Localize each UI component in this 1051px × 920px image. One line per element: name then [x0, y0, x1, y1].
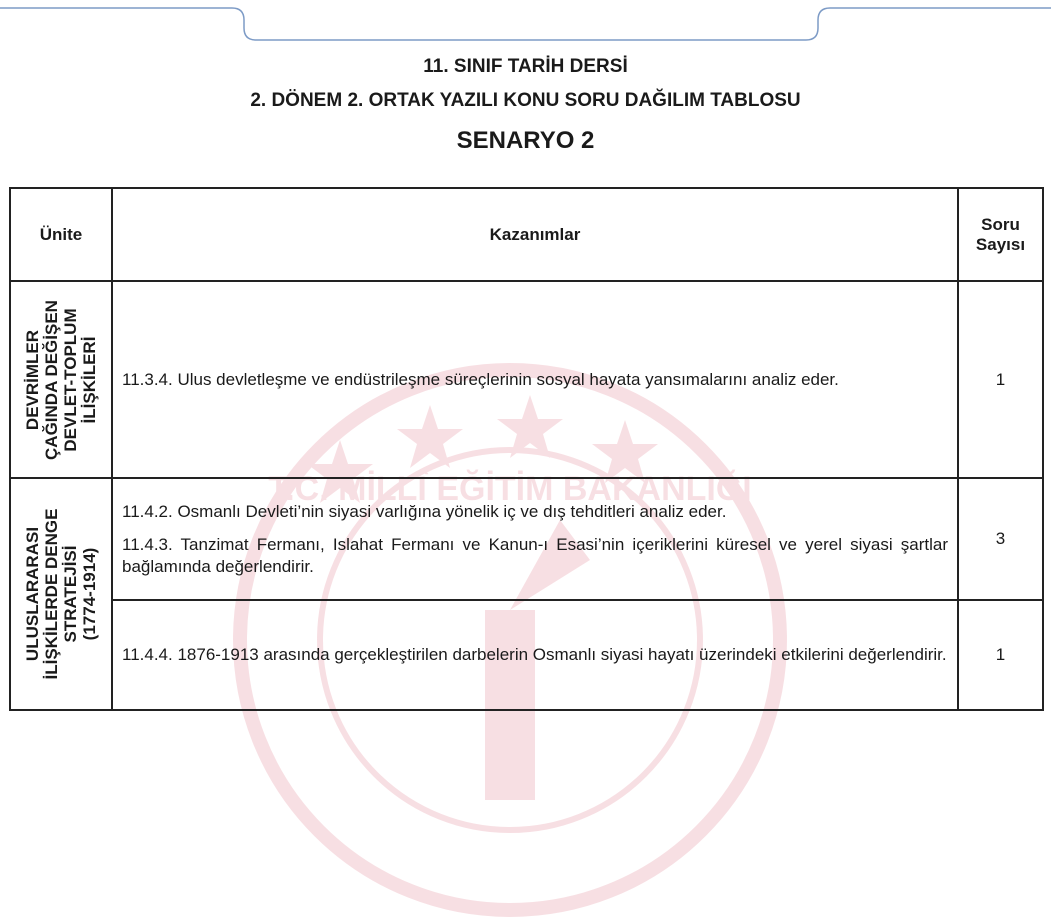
unit-name-line: ULUSLARARASI [23, 526, 42, 662]
header-unit: Ünite [10, 188, 112, 281]
table-row [10, 281, 1043, 478]
document-subtitle: 2. DÖNEM 2. ORTAK YAZILI KONU SORU DAĞILIM TABLOSU [250, 90, 801, 111]
outcomes-cell [112, 478, 958, 600]
table-header-row [10, 188, 1043, 281]
outcome-text: 11.4.4. 1876-1913 arasında gerçekleştirilen darbelerin Osmanlı siyasi hayatı üzerindeki etkilerini değerlendirir. [122, 645, 947, 664]
outcomes-cell [112, 281, 958, 478]
document-header [0, 54, 1051, 156]
question-count-cell: 1 [958, 281, 1043, 478]
unit-name-line: İLİŞKİLERDE DENGE [42, 508, 61, 680]
header-outcomes: Kazanımlar [112, 188, 958, 281]
question-count-cell: 3 [958, 478, 1043, 600]
unit-cell-1 [10, 281, 112, 478]
unit-name-line: ÇAĞINDA DEĞİŞEN [42, 299, 61, 460]
distribution-table [9, 187, 1044, 711]
unit-cell-2 [10, 478, 112, 710]
watermark-text: T.C. MİLLÎ EĞİTİM BAKANLIĞI [268, 470, 752, 508]
outcomes-cell [112, 600, 958, 710]
unit-name [23, 509, 99, 680]
outcome-text: 11.4.3. Tanzimat Fermanı, Islahat Fermanı ve Kanun-ı Esasi’nin içeriklerini küresel ve yerel siyasi şartlar bağlamında değerlendirir. [122, 534, 948, 576]
unit-name-line: DEVRİMLER [23, 329, 42, 430]
unit-name [23, 300, 99, 460]
outcome-text: 11.3.4. Ulus devletleşme ve endüstrileşme süreçlerinin sosyal hayata yansımalarını analiz eder. [122, 369, 839, 389]
header-question-count [958, 188, 1043, 281]
table-row [10, 478, 1043, 600]
unit-name-line: STRATEJİSİ [61, 545, 80, 643]
question-count-cell: 1 [958, 600, 1043, 710]
unit-name-line: (1774-1914) [80, 547, 99, 641]
scenario-title: SENARYO 2 [456, 127, 595, 154]
table-row [10, 600, 1043, 710]
document-title: 11. SINIF TARİH DERSİ [423, 56, 628, 77]
unit-name-line: İLİŞKİLERİ [80, 336, 99, 423]
header-count-line1: Soru [981, 214, 1020, 234]
unit-name-line: DEVLET-TOPLUM [61, 307, 80, 452]
outcome-text: 11.4.2. Osmanlı Devleti’nin siyasi varlığına yönelik iç ve dış tehditleri analiz eder. [122, 501, 727, 521]
header-count-line2: Sayısı [975, 234, 1026, 254]
top-frame-decoration [0, 0, 1051, 48]
